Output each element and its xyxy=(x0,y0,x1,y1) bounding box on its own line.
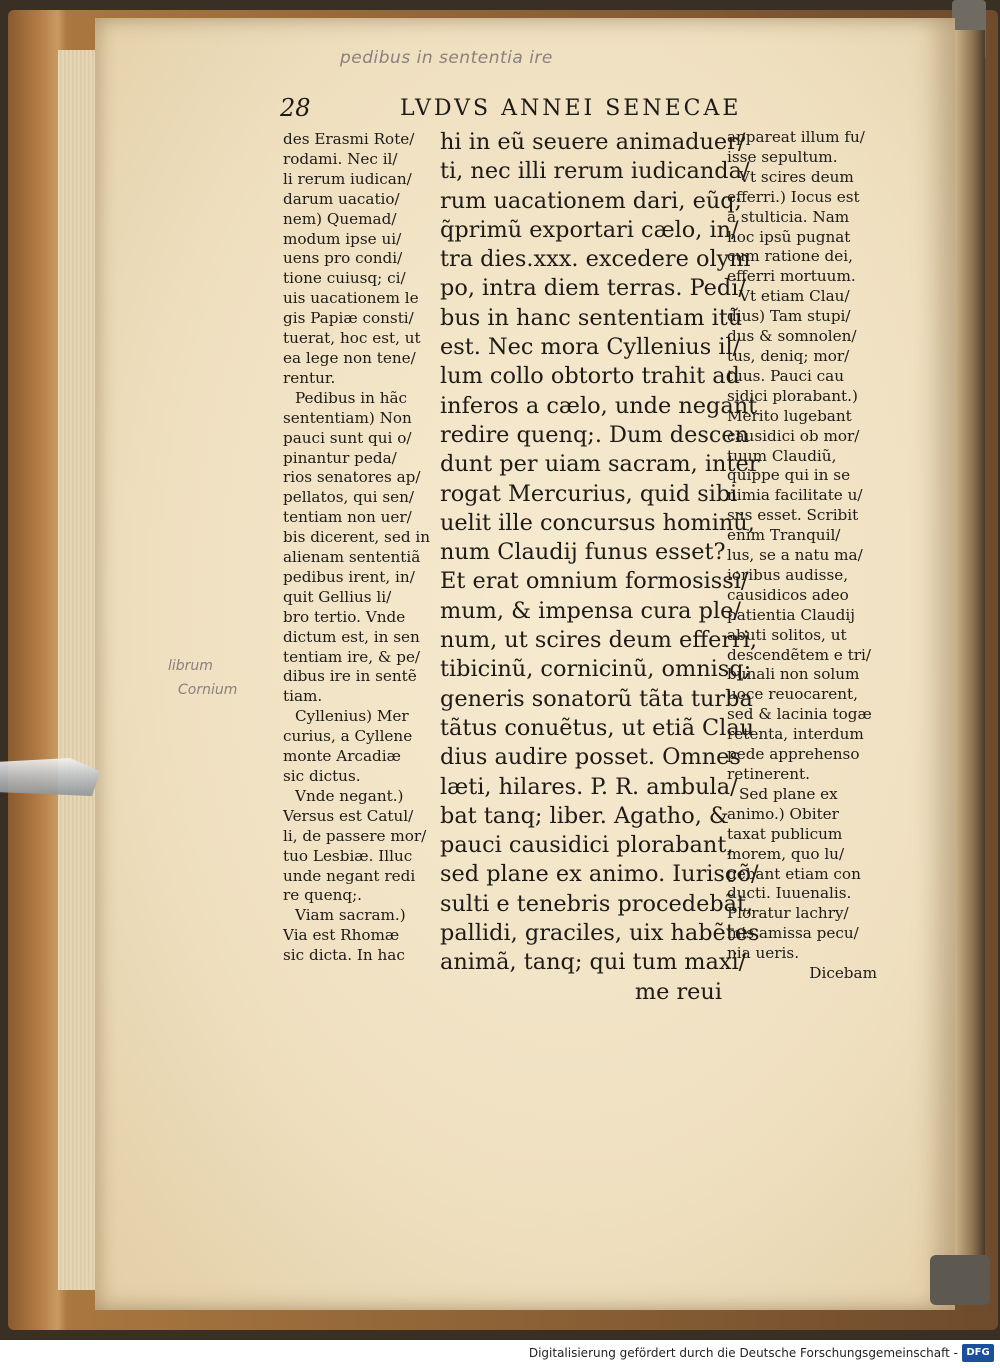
text-line: des Erasmi Rote/ xyxy=(283,130,415,148)
text-line: efferri.) Iocus est xyxy=(727,187,860,206)
text-line: sic dicta. In hac xyxy=(283,946,405,965)
text-line: Vt etiam Clau/ xyxy=(739,287,850,306)
text-line: causidicos adeo xyxy=(727,585,849,604)
text-line: Sed plane ex xyxy=(739,784,838,803)
text-line: cum ratione dei, xyxy=(727,247,853,266)
text-line: redire quenq;. Dum descen xyxy=(440,421,750,448)
text-line: Via est Rhomæ xyxy=(283,926,400,945)
text-line: po, intra diem terras. Pedi/ xyxy=(440,275,746,302)
text-line: monte Arcadiæ xyxy=(283,747,401,766)
text-line: unde negant redi xyxy=(283,866,416,885)
text-line: uis uacationem le xyxy=(283,289,419,308)
text-line: curius, a Cyllene xyxy=(283,727,413,746)
text-line: a stulticia. Nam xyxy=(727,207,850,226)
text-line: nimia facilitate u/ xyxy=(727,486,863,505)
text-line: sus esset. Scribit xyxy=(727,506,859,525)
text-line: bunali non solum xyxy=(727,665,860,684)
text-line: sic dictus. xyxy=(283,767,361,785)
text-line: generis sonatorũ tãta turba xyxy=(440,685,753,712)
text-line: dictum est, in sen xyxy=(283,627,420,646)
text-line: animã, tanq; qui tum maxi/ xyxy=(440,949,747,976)
text-line: alienam sententiã xyxy=(283,548,421,567)
text-line: pauci causidici plorabant, xyxy=(440,832,734,859)
text-line: Et erat omnium formosissi/ xyxy=(440,568,749,595)
text-line: num, ut scires deum efferri, xyxy=(440,627,758,654)
text-line: retinerent. xyxy=(727,765,810,783)
text-line: modum ipse ui/ xyxy=(283,229,402,248)
running-title: LVDVS ANNEI SENECAE xyxy=(400,96,742,121)
page-number: 28 xyxy=(280,94,311,122)
text-line: re quenq;. xyxy=(283,886,363,905)
text-line: nia ueris. xyxy=(727,944,800,963)
text-line: quippe qui in se xyxy=(727,466,851,485)
text-line: rum uacationem dari, eũq; xyxy=(440,187,743,214)
text-line: bro tertio. Vnde xyxy=(283,607,406,626)
text-line: taxat publicum xyxy=(727,824,843,843)
text-line: bat tanq; liber. Agatho, & xyxy=(440,802,729,829)
text-line: efferri mortuum. xyxy=(727,267,856,286)
text-line: læti, hilares. P. R. ambula/ xyxy=(440,773,738,800)
text-line: morem, quo lu/ xyxy=(727,844,845,863)
text-line: tione cuiusq; ci/ xyxy=(283,269,406,288)
text-line: rodami. Nec il/ xyxy=(283,149,398,168)
text-line: mis amissa pecu/ xyxy=(727,924,859,943)
text-line: enim Tranquil/ xyxy=(727,526,841,545)
text-line: patientia Claudij xyxy=(727,605,855,624)
text-line: bus in hanc sententiam itũ xyxy=(440,304,743,331)
text-line: Versus est Catul/ xyxy=(283,806,414,825)
commentary-left-column xyxy=(283,130,431,966)
text-line: dus & somnolen/ xyxy=(727,327,857,346)
text-line: sed plane ex animo. Iuriscõ/ xyxy=(440,861,759,888)
page-header xyxy=(280,94,930,124)
text-line: quit Gellius li/ xyxy=(283,587,392,606)
text-line: est. Nec mora Cyllenius il/ xyxy=(440,334,741,361)
text-line: li rerum iudican/ xyxy=(283,169,412,188)
text-line: Vt scires deum xyxy=(739,167,854,186)
text-line: li, de passere mor/ xyxy=(283,826,427,845)
text-line: lus, se a natu ma/ xyxy=(727,546,863,565)
text-line: descendẽtem e tri/ xyxy=(727,645,871,664)
text-line: sidici plorabant.) xyxy=(727,386,858,405)
text-line: animo.) Obiter xyxy=(727,804,839,823)
page-gutter xyxy=(955,30,985,1300)
text-line: uoce reuocarent, xyxy=(727,685,858,704)
digitization-credit: Digitalisierung gefördert durch die Deutsche Forschungsgemeinschaft - xyxy=(528,1346,958,1360)
text-line: Pedibus in hãc xyxy=(295,388,408,407)
text-line: tibicinũ, cornicinũ, omnisq; xyxy=(440,656,752,683)
text-line: Dicebam xyxy=(809,964,877,983)
text-line: dius audire posset. Omnes xyxy=(440,744,741,771)
text-line: tuus. Pauci cau xyxy=(727,366,845,385)
text-line: pauci sunt qui o/ xyxy=(283,428,412,447)
text-line: hi in eũ seuere animaduer/ xyxy=(440,129,746,155)
text-line: Cyllenius) Mer xyxy=(295,707,409,726)
text-line: pallidi, graciles, uix habẽtes xyxy=(440,920,760,947)
text-line: ea lege non tene/ xyxy=(283,348,416,367)
text-line: tra dies.xxx. excedere olym xyxy=(440,246,751,273)
text-line: tus, deniq; mor/ xyxy=(727,346,850,365)
text-line: abuti solitos, ut xyxy=(727,625,847,644)
text-line: darum uacatio/ xyxy=(283,189,400,208)
text-line: hoc ipsũ pugnat xyxy=(727,227,851,246)
text-line: gis Papiæ consti/ xyxy=(283,309,414,328)
text-line: Vnde negant.) xyxy=(295,786,404,805)
text-line: ti, nec illi rerum iudicanda/ xyxy=(440,158,750,185)
text-line: uelit ille concursus hominũ, xyxy=(440,509,755,536)
text-line: rentur. xyxy=(283,368,336,387)
text-line: dibus ire in sentẽ xyxy=(283,667,417,686)
text-line: dunt per uiam sacram, inter xyxy=(440,451,760,478)
binding-strap-bottom xyxy=(930,1255,990,1305)
text-line: nem) Quemad/ xyxy=(283,209,397,228)
text-line: tãtus conuẽtus, ut etiã Clau xyxy=(440,714,755,741)
text-line: gebant etiam con xyxy=(727,864,861,883)
text-line: q̃primũ exportari cælo, in/ xyxy=(440,216,739,243)
text-line: Merito lugebant xyxy=(727,406,852,425)
text-line: sulti e tenebris procedebãt, xyxy=(440,890,754,917)
text-line: Viam sacram.) xyxy=(295,906,406,925)
text-line: pinantur peda/ xyxy=(283,448,397,467)
dfg-logo: DFG xyxy=(962,1344,994,1362)
text-line: Ploratur lachry/ xyxy=(727,904,849,923)
text-line: pellatos, qui sen/ xyxy=(283,488,415,507)
text-line: dius) Tam stupi/ xyxy=(727,307,851,326)
text-line: tuerat, hoc est, ut xyxy=(283,329,421,348)
text-line: lum collo obtorto trahit ad xyxy=(440,363,740,390)
text-line: tuum Claudiũ, xyxy=(727,446,837,465)
text-line: uens pro condi/ xyxy=(283,249,403,268)
text-line: rios senatores ap/ xyxy=(283,468,421,487)
text-line: rogat Mercurius, quid sibi xyxy=(440,480,738,507)
text-line: mum, & impensa cura ple/ xyxy=(440,597,741,624)
page-edges xyxy=(58,50,100,1290)
text-line: inferos a cælo, unde negant xyxy=(440,392,758,419)
text-line: bis dicerent, sed in xyxy=(283,528,431,547)
text-line: tentiam non uer/ xyxy=(283,508,412,527)
text-line: pedibus irent, in/ xyxy=(283,567,415,586)
text-line: causidici ob mor/ xyxy=(727,426,860,445)
text-line: tentiam ire, & pe/ xyxy=(283,647,421,666)
handwritten-margin-note: librum xyxy=(168,658,213,674)
main-text-column xyxy=(440,128,760,1007)
text-line: tuo Lesbiæ. Illuc xyxy=(283,846,413,865)
text-line: sed & lacinia togæ xyxy=(727,705,872,724)
text-line: num Claudij funus esset? xyxy=(440,539,726,566)
commentary-right-column xyxy=(727,128,877,984)
text-line: pede apprehenso xyxy=(727,745,860,764)
text-line: sententiam) Non xyxy=(283,408,412,427)
text-line: ioribus audisse, xyxy=(727,565,849,584)
text-line: tiam. xyxy=(283,687,323,706)
text-line: retenta, interdum xyxy=(727,725,864,744)
handwritten-margin-note: Cornium xyxy=(178,682,238,698)
text-line: me reui xyxy=(634,978,722,1005)
text-line: isse sepultum. xyxy=(727,147,838,166)
text-line: ducti. Iuuenalis. xyxy=(727,884,852,903)
text-line: appareat illum fu/ xyxy=(727,128,865,146)
handwritten-note-top: pedibus in sententia ire xyxy=(340,48,553,68)
